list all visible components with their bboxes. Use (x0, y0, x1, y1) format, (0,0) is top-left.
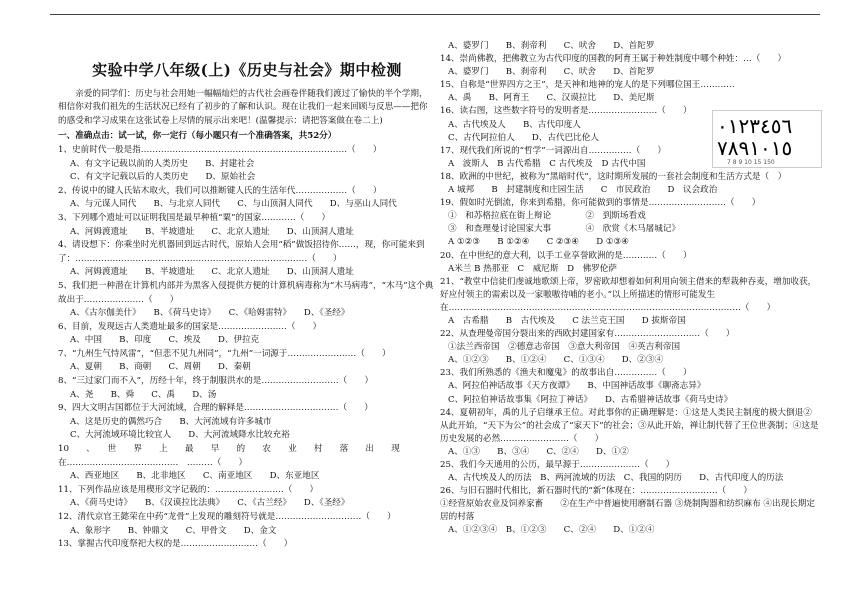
answer-options: ① 和苏格拉底在街上辩论 ② 到斯场看戏 (448, 211, 646, 222)
question-text: 1、史前时代一般是指………………………………………………………………（ ） (58, 144, 382, 155)
answer-options: A 古希腊 B 古代埃及 C 法兰克王国 D 拔斯帝国 (448, 315, 686, 326)
question-text: 4、请设想下：你乘坐时光机器回到远古时代，原始人会用“稻”做饭招待你……，现，你可能来到了：………………………………………………………………………（ ） (58, 240, 425, 264)
answer-options: A、这是历史的偶然巧合 B、大河流域有许多城市 (70, 416, 272, 427)
answer-options: A、①③ B、③④ C、②④ D、①② (448, 446, 629, 457)
answer-options: C、有文字记载以后的人类历史 D、原始社会 (70, 172, 256, 183)
question-text: 15、自称是“世界四方之王”，是天神和地神的宠人的是下列哪位国王………… (440, 80, 735, 91)
question-text: 18、欧洲的中世纪，被称为“黑暗时代”，这时期所发展的一套社会制度和生活方式是（ ） (440, 171, 787, 182)
question-text: 22、从查理曼帝国分裂出来的西欧封建国家有…………………………（ ） (440, 329, 735, 340)
answer-options: A、①②③ B、①②④ C、①③④ D、②③④ (448, 355, 664, 366)
answer-options: A 波斯人 B 古代希腊 C 古代埃及 D 古代中国 (448, 158, 646, 169)
numerals-caption: 7 8 9 10 15 150 (727, 159, 775, 166)
question-text: ①经营原始农业及饲养家畜 ②在生产中普遍使用磨制石器 ③烧制陶器和纺织麻布 ④出现长期定居的村落 (440, 499, 815, 523)
question-text: 9、四大文明古国都位于大河流域，合理的解释是……………………………（ ） (58, 403, 373, 414)
question-text: 21、“教堂中信徒们虔诚地歌颂上帝，罗密欧却想着如何利用向领主借来的犁栽种吞麦，增加收获，好应付领主的需索以及一家嗷嗷待哺的老小。”以上所描述的情形可能发生在…………………………………………………………………………………………（ ） (440, 276, 817, 313)
answer-options: A、夏朝 B、商朝 C、周朝 D、秦朝 (70, 362, 251, 373)
question-text: 20、在中世纪的意大利，以手工业享誉欧洲的是…………（ ） (440, 250, 692, 261)
answer-options: A、河姆渡遗址 B、半坡遗址 C、北京人遗址 D、山顶洞人遗址 (70, 267, 354, 278)
answer-options: A、阿拉伯神话故事《天方夜谭》 B、中国神话故事《聊斋志异》 (448, 381, 706, 392)
answer-options: A ①②③ B ①②④ C ②③④ D ①③④ (448, 237, 629, 248)
question-text: 7、“九州生气恃风雷”，“但悲不见九州同”，“九州”一词源于……………………（ ） (58, 348, 391, 359)
answer-options: A、尧 B、舜 C、禹 D、汤 (70, 389, 217, 400)
answer-options: A米兰 B 热那亚 C 威尼斯 D 佛罗伦萨 (448, 263, 617, 274)
answer-options: C、阿拉伯神话故事集《阿拉丁神话》 D、古希腊神话故事《荷马史诗》 (448, 394, 733, 405)
answer-options: A、西亚地区 B、北非地区 C、南亚地区 D、东亚地区 (70, 471, 320, 482)
answer-options: A、古代埃及人的历法 B、两河流域的历法 C、我国的阴历 D、古代印度人的历法 (448, 473, 784, 484)
left-column (58, 20, 436, 552)
answer-options: C、古代阿拉伯人 D、古代巴比伦人 (448, 132, 599, 143)
page-title: 实验中学八年级(上)《历史与社会》期中检测 (92, 61, 402, 79)
answer-options: C、大河流域环境比较宜人 D、大河流域降水比较充裕 (70, 430, 290, 441)
answer-options: A、①②③④ B、①②③ C、②④ D、①②④ (448, 525, 655, 536)
question-text: 14、崇尚佛教，把佛教立为古代印度的国教的阿育王属于种姓制度中哪个种姓：…（ ） (440, 54, 787, 65)
question-text: 12、清代京官王懿荣在中药“龙骨”上发现的雕刻符号就是…………………………（ ） (58, 512, 396, 522)
left-question-list (58, 144, 436, 552)
answer-options: ①法兰西帝国 ②德意志帝国 ③意大利帝国 ④英吉利帝国 (448, 342, 681, 353)
question-text: 17、现代我们所说的“哲学”一词源出自……………（ ） (440, 145, 666, 156)
question-text: 11、下列作品应该是用楔形文字记载的：……………………（ ） (58, 484, 319, 495)
arabic-numerals-figure (712, 110, 822, 168)
numerals-bottom-row: ٧٨٩١٠١٥ (717, 136, 793, 160)
answer-options: A、与元谋人同代 B、与北京人同代 C、与山顶洞人同代 D、与巫山人同代 (70, 199, 397, 210)
question-text: 6、目前，发现远古人类遗址最多的国家是……………………（ ） (58, 321, 322, 332)
answer-options: ③ 和查理曼讨论国家大事 ④ 欣赏《木马屠城记》 (448, 224, 681, 235)
answer-options: A、象形字 B、钟鼎文 C、甲骨文 D、金文 (70, 525, 277, 536)
answer-options: A、《荷马史诗》 B、《汉谟拉比法典》 C、《古兰经》 D、《圣经》 (70, 498, 350, 509)
question-text: 2、传说中的键人氏钻木取火，我们可以推断键人氏的生活年代………………（ ） (58, 185, 382, 196)
question-text: 13、掌握古代印度祭祀大权的是………………………（ ） (58, 539, 293, 550)
question-text: 10 、 世 界 上 最 早 的 农 业 村 落 出 现在………………………………… ………（ ） (58, 444, 400, 468)
answer-options: A、古代埃及人 B、古代印度人 (448, 119, 581, 130)
question-text: 24、夏朝初年，禹的儿子启继承王位。对此事你的正确理解是：①这是人类民主制度的极大倒退②从此开始，“天下为公”的社会成了“家天下”的社会；③从此开始，禅让制代替了王位世袭制；④这是历史发展的必然……………………（ ） (440, 407, 819, 444)
question-text: 16、读右图，这些数字符号的发明者是……………………（ ） (440, 106, 692, 117)
answer-options: A、中国 B、印度 C、埃及 D、伊拉克 (70, 335, 260, 346)
question-text: 26、与旧石器时代相比，新石器时代的“新”体现在：………………………（ ） (440, 486, 752, 497)
answer-options: A、禹 B、阿育王 C、汉谟拉比 D、美尼斯 (448, 93, 655, 104)
question-text: A、婆罗门 B、刹帝利 C、吠舍 D、首陀罗 (448, 41, 655, 51)
top-rule (50, 14, 820, 15)
answer-options: A、有文字记载以前的人类历史 B、封建社会 (70, 158, 255, 169)
question-text: 23、我们所熟悉的《渔夫和魔鬼》的故事出自……………（ ） (440, 368, 692, 379)
question-text: 3、下列哪个遗址可以证明我国是最早种植“粟”的国家…………（ ） (58, 212, 331, 223)
intro-paragraph: 亲爱的同学们：历史与社会用她一幅幅灿烂的古代社会画卷伴随我们渡过了愉快的半个学期，相信你对我们祖先的生活状况已经有了初步的了解和认识。现在让我们一起来回顾与反思——把你的感受和学习成果在这张试卷上尽情的展示出来吧！(温馨提示：请把答案做在卷二上) (58, 88, 428, 126)
section-heading: 一、准确点击：试一试，你一定行（每小题只有一个准确答案，共52分） (58, 131, 337, 142)
question-text: 25、我们今天通用的公历，最早源于…………………（ ） (440, 460, 675, 470)
numerals-top-row: ۰١٢٣٤٥٦ (717, 114, 793, 138)
question-text: 19、假如时光倒流，你来到希腊，你可能做到的事情是………………………（ ） (440, 198, 761, 209)
answer-options: A、婆罗门 B、刹帝利 C、吠舍 D、首陀罗 (448, 67, 655, 78)
answer-options: A 城邦 B 封建制度和庄园生活 C 市民政治 D 议会政治 (448, 185, 718, 196)
answer-options: A、河姆渡遗址 B、半坡遗址 C、北京人遗址 D、山顶洞人遗址 (70, 226, 354, 237)
question-text: 5、我们把一种潜在计算机内部并为黑客入侵提供方便的计算机病毒称为“木马病毒”，“木马”这个典故出于…………………（ ） (58, 280, 434, 305)
answer-options: A、《古尔伽美什》 B、《荷马史诗》 C、《哈姆雷特》 D、《圣经》 (70, 308, 350, 319)
question-text: 8、“三过家门而不入”，历经十年，终于制服洪水的是………………………（ ） (58, 376, 374, 387)
